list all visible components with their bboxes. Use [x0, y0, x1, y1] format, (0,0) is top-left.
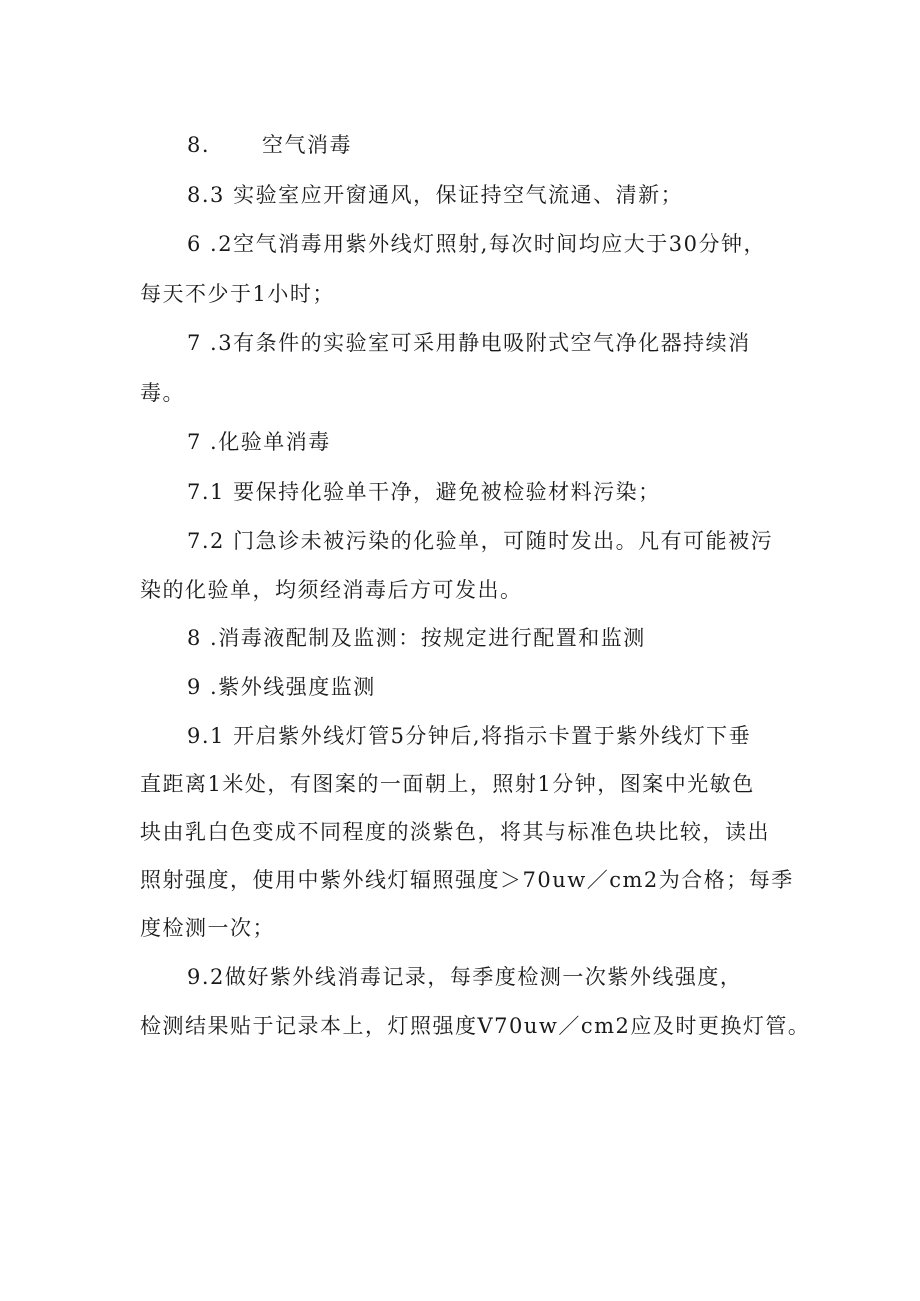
- section-heading: 7 .化验单消毒: [187, 430, 331, 454]
- section-title: 空气消毒: [262, 133, 353, 157]
- paragraph-line: 7 .3有条件的实验室可采用静电吸附式空气净化器持续消: [187, 331, 751, 355]
- section-number: 8.: [187, 133, 211, 157]
- section-heading: 9 .紫外线强度监测: [187, 675, 376, 699]
- paragraph-line: 9.2做好紫外线消毒记录，每季度检测一次紫外线强度，: [187, 965, 743, 989]
- paragraph-line: 7.1 要保持化验单干净，避免被检验材料污染；: [187, 480, 661, 504]
- paragraph-line: 照射强度，使用中紫外线灯辐照强度＞70uw／cm2为合格；每季: [140, 868, 794, 892]
- paragraph-line: 检测结果贴于记录本上，灯照强度V70uw／cm2应及时更换灯管。: [140, 1014, 811, 1038]
- paragraph-line: 每天不少于1小时；: [140, 282, 335, 306]
- paragraph-line: 直距离1米处，有图案的一面朝上，照射1分钟，图案中光敏色: [140, 772, 755, 796]
- section-heading-air-disinfection: [187, 131, 352, 159]
- paragraph-line: 9.1 开启紫外线灯管5分钟后,将指示卡置于紫外线灯下垂: [187, 724, 752, 748]
- paragraph-line: 7.2 门急诊未被污染的化验单，可随时发出。凡有可能被污: [187, 529, 774, 553]
- paragraph-line: 块由乳白色变成不同程度的淡紫色，将其与标准色块比较，读出: [140, 820, 770, 844]
- paragraph-line: 染的化验单，均须经消毒后方可发出。: [140, 578, 523, 602]
- paragraph-line: 毒。: [140, 381, 185, 405]
- paragraph-line: 6 .2空气消毒用紫外线灯照射,每次时间均应大于30分钟，: [187, 232, 766, 256]
- paragraph-line: 度检测一次；: [140, 916, 275, 940]
- section-heading: 8 .消毒液配制及监测：按规定进行配置和监测: [187, 626, 646, 650]
- paragraph-line: 8.3 实验室应开窗通风，保证持空气流通、清新；: [187, 183, 684, 207]
